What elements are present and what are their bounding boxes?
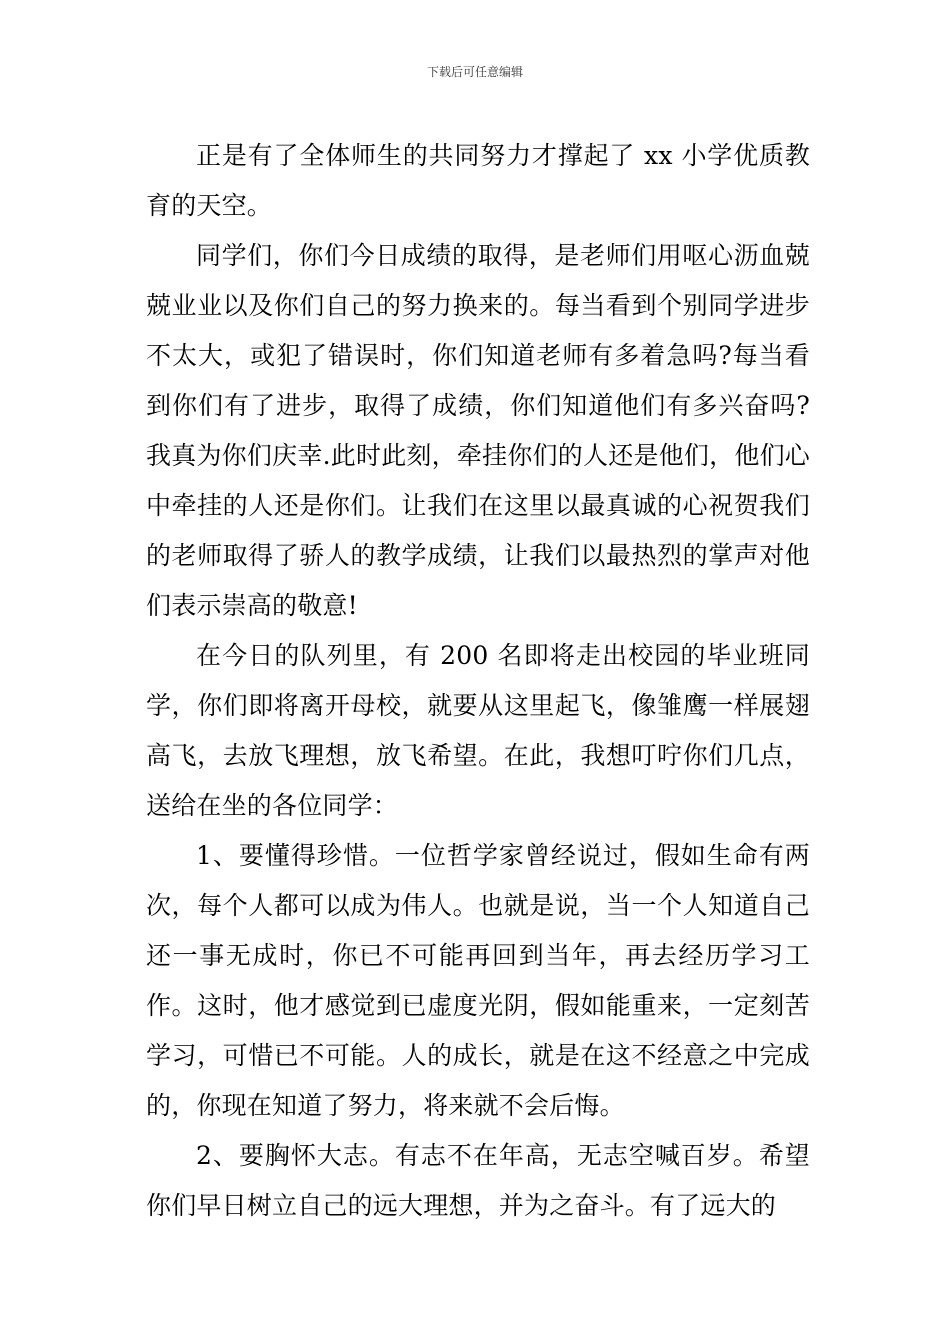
paragraph-1: 正是有了全体师生的共同努力才撑起了 xx 小学优质教育的天空。 — [146, 141, 810, 220]
paragraph-2: 同学们，你们今日成绩的取得，是老师们用呕心沥血兢兢业业以及你们自己的努力换来的。每当看到个别同学进步不太大，或犯了错误时，你们知道老师有多着急吗?每当看到你们有了进步，取得了成绩，你们知道他们有多兴奋吗?我真为你们庆幸.此时此刻，牵挂你们的人还是他们，他们心中牵挂的人还是你们。让我们在这里以最真诚的心祝贺我们的老师取得了骄人的教学成绩，让我们以最热烈的掌声对他们表示崇高的敬意! — [146, 241, 810, 620]
document-body — [146, 131, 810, 1231]
paragraph-5: 2、要胸怀大志。有志不在年高，无志空喊百岁。希望你们早日树立自己的远大理想，并为之奋斗。有了远大的 — [146, 1141, 810, 1220]
page-header: 下载后可任意编辑 — [426, 65, 523, 79]
paragraph-3: 在今日的队列里，有 200 名即将走出校园的毕业班同学，你们即将离开母校，就要从这里起飞，像雏鹰一样展翅高飞，去放飞理想，放飞希望。在此，我想叮咛你们几点，送给在坐的各位同学： — [146, 641, 810, 820]
paragraph-4: 1、要懂得珍惜。一位哲学家曾经说过，假如生命有两次，每个人都可以成为伟人。也就是说，当一个人知道自己还一事无成时，你已不可能再回到当年，再去经历学习工作。这时，他才感觉到已虚度光阴，假如能重来，一定刻苦学习，可惜已不可能。人的成长，就是在这不经意之中完成的，你现在知道了努力，将来就不会后悔。 — [146, 841, 810, 1120]
